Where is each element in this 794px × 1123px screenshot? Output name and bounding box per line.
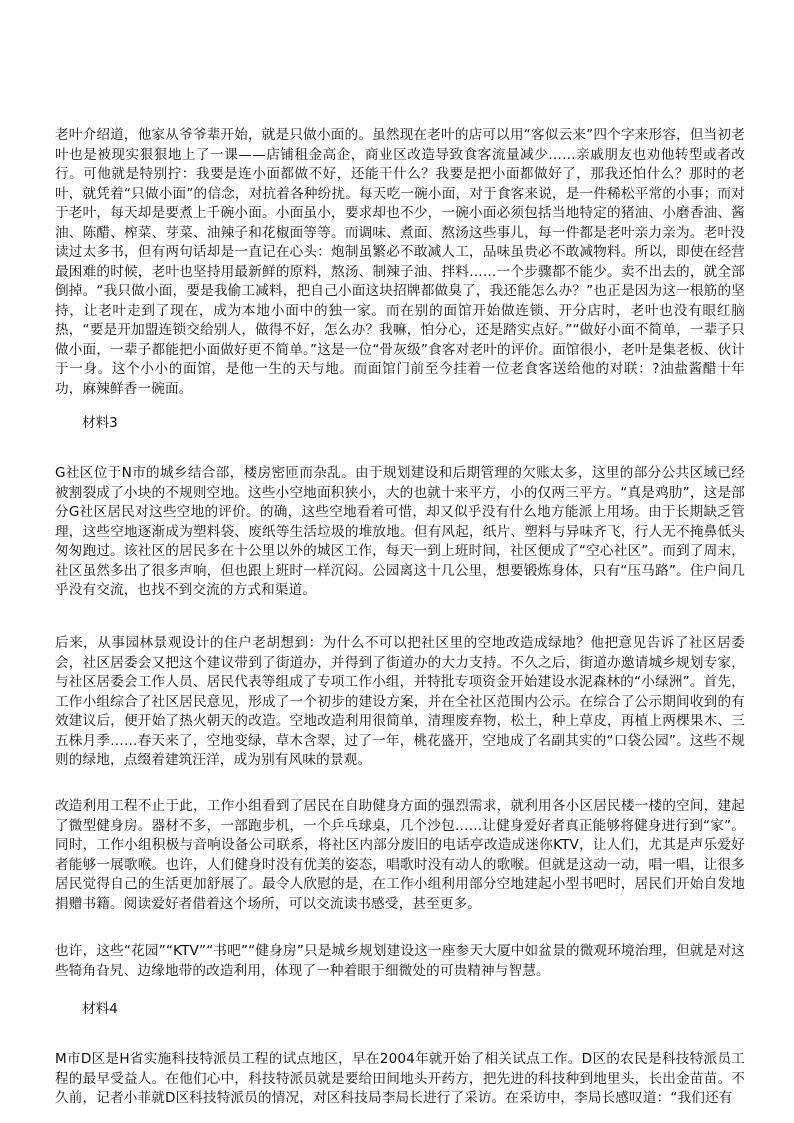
paragraph-noodle-shop: 老叶介绍道，他家从爷爷辈开始，就是只做小面的。虽然现在老叶的店可以用“客似云来”四个字来形容，但当初老叶也是被现实狠狠地上了一课——店铺租金高企，商业区改造导致食客流量减少……亲戚朋友也劝他转型或者改行。可他就是特别拧：我要是连小面都做不好，还能干什么？我要是把小面都做好了，那我还怕什么？那时的老叶，就凭着“只做小面”的信念，对抗着各种纷扰。每天吃一碗小面，对于食客来说，是一件稀松平常的小事；而对于老叶，每天却是要煮上千碗小面。小面虽小，要求却也不少，一碗小面必须包括当地特定的猪油、小磨香油、酱油、陈醋、榨菜、芽菜、油辣子和花椒面等等。而调味、煮面、熬汤这些事儿，每一件都是老叶亲力亲为。老叶没读过太多书，但有两句话却是一直记在心头：炮制虽繁必不敢减人工，品味虽贵必不敢减物料。所以，即使在经营最困难的时候，老叶也坚持用最新鲜的原料，熬汤、制辣子油、拌料……一个步骤都不能少。卖不出去的，就全部倒掉。“我只做小面，要是我偷工减料，把自己小面这块招牌都做臭了，我还能怎么办？”也正是因为这一根筋的坚持，让老叶走到了现在，成为本地小面中的独一家。而在别的面馆开始做连锁、开分店时，老叶也没有眼红脑热，“要是开加盟连锁交给别人，做得不好，怎么办？我嘛，怕分心，还是踏实点好。”“做好小面不简单，一辈子只做小面，一辈子都能把小面做好更不简单。”这是一位“骨灰级”食客对老叶的评价。面馆很小，老叶是集老板、伙计于一身。这个小小的面馆，是他一生的天与地。而面馆门前至今挂着一位老食客送给他的对联：?油盐酱醋十年功，麻辣鲜香一碗面。 [55,127,745,397]
paragraph-tech-envoy: M市D区是H省实施科技特派员工程的试点地区，早在2004年就开始了相关试点工作。D区的农民是科技特派员工程的最早受益人。在他们心中，科技特派员就是要给田间地头开药方，把先进的科技种到地里头，长出金苗苗。不久前，记者小菲就D区科技特派员的情况，对区科技局李局长进行了采访。在采访中，李局长感叹道：“我们还有 [55,1051,745,1106]
paragraph-green-renovation: 后来，从事园林景观设计的住户老胡想到：为什么不可以把社区里的空地改造成绿地？他把意见告诉了社区居委会，社区居委会又把这个建议带到了街道办，并得到了街道办的大力支持。不久之后，街道办邀请城乡规划专家，与社区居委会工作人员、居民代表等组成了专项工作小组，并特批专项资金开始建设水泥森林的“小绿洲”。首先，工作小组综合了社区居民意见，形成了一个初步的建设方案，并在全社区范围内公示。在综合了公示期间收到的有效建议后，便开始了热火朝天的改造。空地改造利用很简单，清理废弃物，松土，种上草皮，再植上两棵果木、三五株月季……春天来了，空地变绿，草木含翠，过了一年，桃花盛开，空地成了名副其实的“口袋公园”。这些不规则的绿地，点缀着建筑汪洋，成为别有风味的景观。 [55,635,745,768]
material-3-heading: 材料3 [82,415,118,431]
material-4-heading: 材料4 [82,1001,118,1017]
paragraph-micro-governance: 也许，这些“花园”“KTV”“书吧”“健身房”只是城乡规划建设这一座参天大厦中如盆景的微观环境治理，但就是对这些犄角旮旯、边缘地带的改造利用，体现了一种着眼于细微处的可贵精神与智慧。 [55,943,745,979]
paragraph-g-community: G社区位于N市的城乡结合部，楼房密匝而杂乱。由于规划建设和后期管理的欠账太多，这里的部分公共区域已经被割裂成了小块的不规则空地。这些小空地面积狭小，大的也就十来平方，小的仅两三平方。“真是鸡肋”，这是部分G社区居民对这些空地的评价。的确，这些空地看着可惜，却又似乎没有什么地方能派上用场。由于长期缺乏管理，这些空地逐渐成为塑料袋、废纸等生活垃圾的堆放地。但有风起，纸片、塑料与异味齐飞，行人无不掩鼻低头匆匆跑过。该社区的居民多在十公里以外的城区工作，每天一到上班时间，社区便成了“空心社区”。而到了周末，社区虽然多出了很多声响，但也跟上班时一样沉闷。公园离这十几公里，想要锻炼身体，只有“压马路”。住户间几乎没有交流，也找不到交流的方式和渠道。 [55,465,745,598]
paragraph-gym-ktv-book-bar: 改造利用工程不止于此，工作小组看到了居民在自助健身方面的强烈需求，就利用各小区居民楼一楼的空间，建起了微型健身房。器材不多，一部跑步机，一个乒乓球桌，几个沙包……让健身爱好者真正能够将健身进行到“家”。同时，工作小组积极与音响设备公司联系，将社区内部分废旧的电话亭改造成迷你KTV，让人们，尤其是声乐爱好者能够一展歌喉。也许，人们健身时没有优美的姿态，唱歌时没有动人的歌喉。但就是这动一动，唱一唱，让很多居民觉得自己的生活更加舒展了。最令人欣慰的是，在工作小组利用部分空地建起小型书吧时，居民们开始自发地捐赠书籍。阅读爱好者借着这个场所，可以交流读书感受，甚至更多。 [55,798,745,912]
